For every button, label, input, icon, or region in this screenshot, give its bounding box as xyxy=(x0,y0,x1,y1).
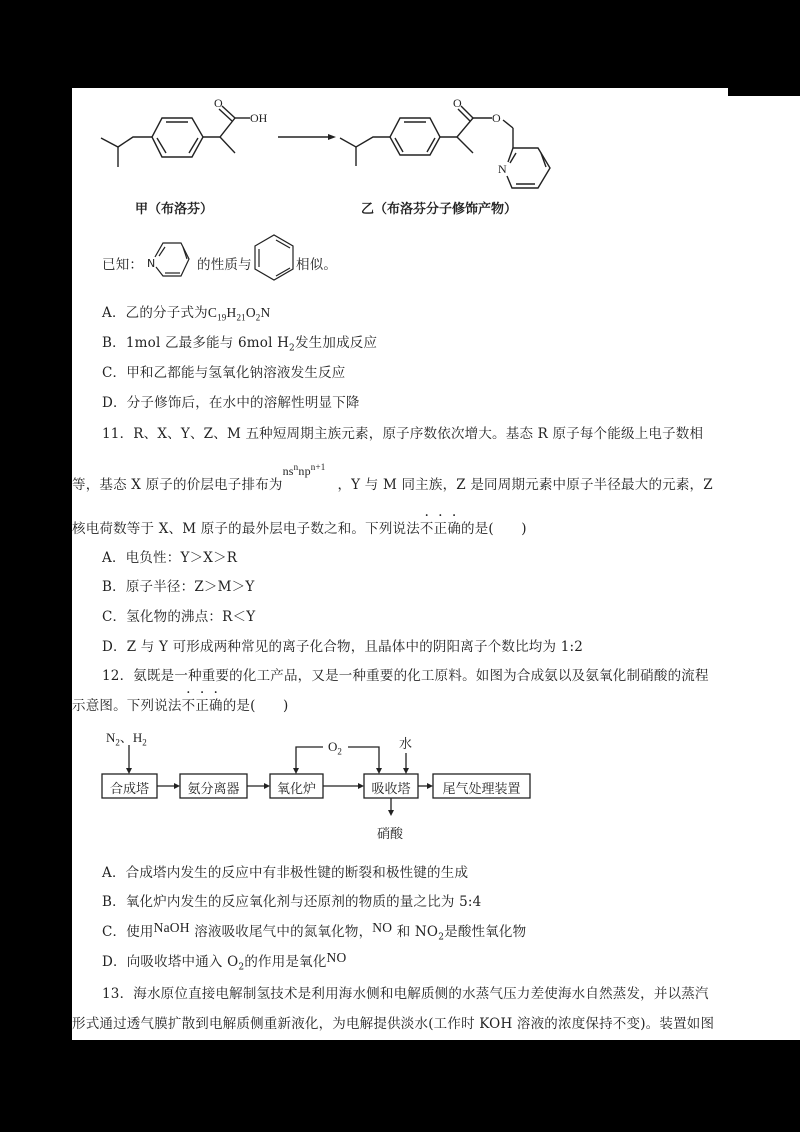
q10-option-b: B．1mol 乙最多能与 6mol $H_2$发生加成反应 xyxy=(102,335,378,354)
q13-stem-line1: 13．海水原位直接电解制氢技术是利用海水侧和电解质侧的水蒸气压力差使海水自然蒸发，并以蒸汽 xyxy=(102,986,709,1002)
q12-option-d: D．向吸收塔中通入 $O_2$的作用是氧化NO xyxy=(102,950,347,973)
svg-text:N: N xyxy=(147,257,156,270)
q12-stem-line1: 12．氨既是一种重要的化工产品，又是一种重要的化工原料。如图为合成氨以及氨氧化制硝酸的流程 xyxy=(102,668,709,684)
q10-option-d: D．分子修饰后，在水中的溶解性明显下降 xyxy=(102,395,360,411)
input-n2-h2-label: $N_2$、$H_2$ xyxy=(106,730,147,748)
carbonyl-o-label: O xyxy=(453,96,462,110)
electron-config: $ns^nnp^{n+1}$ xyxy=(282,462,326,478)
q12-option-b: B．氧化炉内发生的反应氧化剂与还原剂的物质的量之比为 5:4 xyxy=(102,894,482,910)
q11-option-a: A．电负性：Y＞X＞R xyxy=(102,550,238,566)
nitric-acid-output-label: 硝酸 xyxy=(377,827,404,842)
reactant-caption: 甲（布洛芬） xyxy=(135,202,214,217)
pyridine-n-label: N xyxy=(498,162,507,176)
box-tail-gas-treatment: 尾气处理装置 xyxy=(442,782,521,797)
emphasis-char: 确 xyxy=(209,698,223,714)
box-synthesis-tower: 合成塔 xyxy=(109,782,149,797)
q11-option-c: C．氢化物的沸点：R＜Y xyxy=(102,609,256,625)
emphasis-char: 确 xyxy=(447,521,462,537)
carbonyl-o-label: O xyxy=(214,96,223,110)
q11-option-b: B．原子半径：Z＞M＞Y xyxy=(102,579,255,595)
water-input-label: 水 xyxy=(399,737,413,752)
box-oxidation-furnace: 氧化炉 xyxy=(276,782,316,797)
q12-option-c: C．使用NaOH 溶液吸收尾气中的氮氧化物，NO 和 $NO_2$是酸性氧化物 xyxy=(102,920,527,943)
product-caption: 乙（布洛芬分子修饰产物） xyxy=(361,202,518,217)
q13-stem-line2: 形式通过透气膜扩散到电解质侧重新液化，为电解提供淡水(工作时 KOH 溶液的浓度保持不变)。装置如图 xyxy=(72,1016,715,1032)
q11-option-d: D．Z 与 Y 可形成两种常见的离子化合物，且晶体中的阴阳离子个数比均为 1:2 xyxy=(102,639,584,655)
emphasis-char: 正 xyxy=(195,698,210,714)
oh-label: OH xyxy=(250,111,268,125)
known-middle: 的性质与 xyxy=(197,257,252,273)
q10-option-c: C．甲和乙都能与氢氧化钠溶液发生反应 xyxy=(102,365,346,381)
emphasis-char: 不 xyxy=(181,698,196,714)
q11-stem-line1: 11．R、X、Y、Z、M 五种短周期主族元素，原子序数依次增大。基态 R 原子每个能级上电子数相 xyxy=(102,426,704,442)
known-prefix: 已知： xyxy=(102,257,144,273)
emphasis-char: 正 xyxy=(433,521,448,537)
q11-stem-line3: 核电荷数等于 X、M 原子的最外层电子数之和。下列说法不正确的是( ) xyxy=(72,521,527,537)
emphasis-char: 不 xyxy=(419,521,434,537)
box-absorption-tower: 吸收塔 xyxy=(371,782,411,797)
known-suffix: 相似。 xyxy=(296,257,338,273)
box-ammonia-separator: 氨分离器 xyxy=(187,782,240,797)
q12-option-a: A．合成塔内发生的反应中有非极性键的断裂和极性键的生成 xyxy=(102,865,469,881)
q11-stem-line2: 等，基态 X 原子的价层电子排布为$ns^nnp^{n+1}$，Y 与 M 同主族，Z 是同周期元素中原子半径最大的元素，Z xyxy=(72,462,713,493)
oxygen-input-label: $O_2$ xyxy=(328,739,342,757)
q10-option-a: A．乙的分子式为$C_{19}H_{21}O_2N$ xyxy=(102,305,271,323)
q12-stem-line2: 示意图。下列说法不正确的是( ) xyxy=(72,698,289,714)
ester-o-label: O xyxy=(492,111,501,125)
